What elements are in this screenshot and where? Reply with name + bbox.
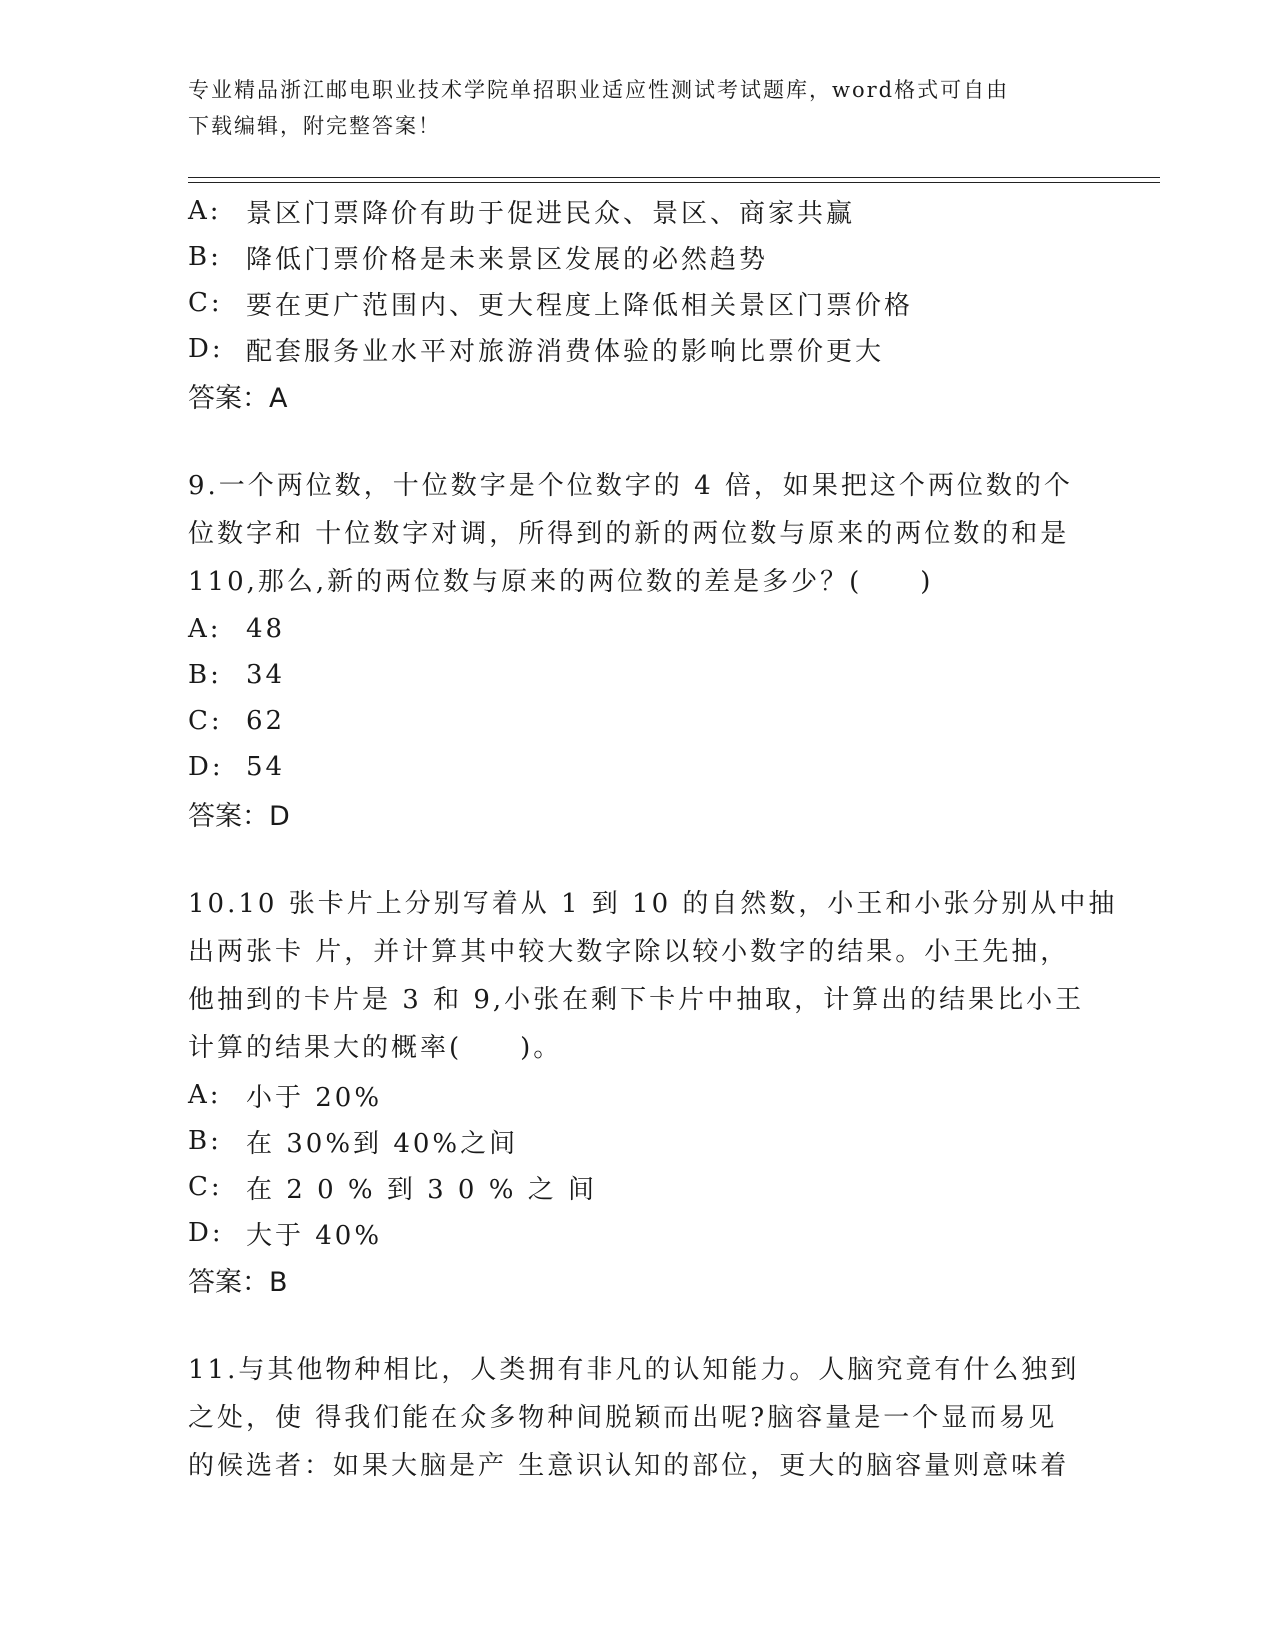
document-body [188, 188, 1118, 1490]
option-a: A: 景区门票降价有助于促进民众、景区、商家共赢 [188, 196, 856, 229]
question-line: 他抽到的卡片是 3 和 9,小张在剩下卡片中抽取，计算出的结果比小王 [188, 985, 1085, 1015]
answer-q10: 答案：B [188, 1266, 288, 1298]
question-9-options [188, 606, 1088, 790]
question-line: 9.一个两位数，十位数字是个位数字的 4 倍，如果把这个两位数的个 [188, 471, 1073, 501]
option-b: B: 在 30%到 40%之间 [188, 1126, 519, 1159]
question-line: 计算的结果大的概率( )。 [188, 1033, 563, 1063]
option-c: C: 要在更广范围内、更大程度上降低相关景区门票价格 [188, 288, 914, 321]
question-9 [188, 462, 1088, 606]
option-b: B: 降低门票价格是未来景区发展的必然趋势 [188, 242, 769, 275]
option-d: D: 54 [188, 752, 286, 782]
question-line: 110,那么,新的两位数与原来的两位数的差是多少？( ) [188, 567, 934, 597]
question-line: 出两张卡 片，并计算其中较大数字除以较小数字的结果。小王先抽， [188, 937, 1070, 967]
option-d: D: 配套服务业水平对旅游消费体验的影响比票价更大 [188, 334, 885, 367]
header-divider-top [188, 177, 1160, 178]
question-line: 之处，使 得我们能在众多物种间脱颖而出呢?脑容量是一个显而易见 [188, 1403, 1058, 1433]
option-a: A: 48 [188, 614, 286, 644]
question-line: 位数字和 十位数字对调，所得到的新的两位数与原来的两位数的和是 [188, 519, 1070, 549]
question-line: 10.10 张卡片上分别写着从 1 到 10 的自然数，小王和小张分别从中抽 [188, 889, 1118, 919]
question-10 [188, 880, 1118, 1072]
header-line-2: 下载编辑，附完整答案！ [188, 114, 441, 138]
question-8-options [188, 188, 1088, 372]
question-line: 的候选者：如果大脑是产 生意识认知的部位，更大的脑容量则意味着 [188, 1451, 1070, 1481]
header-line-1: 专业精品浙江邮电职业技术学院单招职业适应性测试考试题库，word格式可自由 [188, 78, 1010, 102]
document-header [188, 72, 1068, 144]
option-d: D: 大于 40% [188, 1218, 383, 1251]
option-c: C: 62 [188, 706, 286, 736]
question-10-options [188, 1072, 1088, 1256]
option-b: B: 34 [188, 660, 286, 690]
question-11 [188, 1346, 1088, 1490]
option-a: A: 小于 20% [188, 1080, 383, 1113]
option-c: C: 在 2 0 % 到 3 0 % 之 间 [188, 1172, 597, 1205]
answer-q8: 答案：A [188, 382, 288, 414]
header-divider-bottom [188, 182, 1160, 183]
question-line: 11.与其他物种相比，人类拥有非凡的认知能力。人脑究竟有什么独到 [188, 1355, 1080, 1385]
answer-q9: 答案：D [188, 800, 290, 832]
